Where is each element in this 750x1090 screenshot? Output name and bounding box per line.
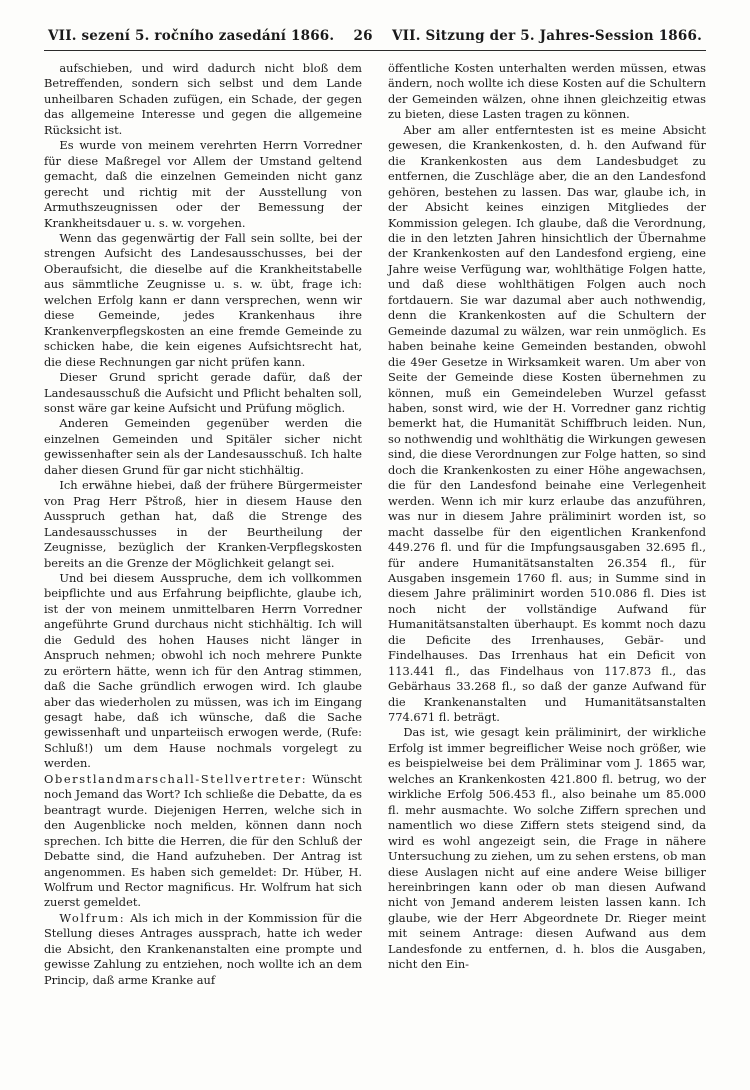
right-column (388, 61, 706, 1051)
paragraph: Anderen Gemeinden gegenüber werden die einzelnen Gemeinden und Spitäler sicher nicht gewissenhafter sein als der Landesausschuß. Ich halte daher diesen Grund für gar nicht stichhältig. (44, 416, 362, 477)
left-column (44, 61, 362, 1051)
paragraph: aufschieben, und wird dadurch nicht bloß dem Betreffenden, sondern sich selbst und dem Lande unheilbaren Schaden zufügen, ein Schade, der gegen das allgemeine Interesse und gegen die allgemeine Rücksicht ist. (44, 61, 362, 137)
speaker-name: Oberstlandmarschall-Stellvertreter: (44, 771, 308, 786)
page-number: 26 (353, 28, 373, 44)
page-header (44, 28, 706, 51)
paragraph: Das ist, wie gesagt kein präliminirt, der wirkliche Erfolg ist immer begreiflicher Weise noch größer, wie es beispielweise bei dem Präliminar vom J. 1865 war, welches an Krankenkosten 421.800 fl. betrug, wo der wirkliche Erfolg 506.453 fl., also beinahe um 85.000 fl. mehr ausmachte. Wo solche Ziffern sprechen und namentlich wo diese Ziffern stets steigend sind, da wird es wohl angezeigt sein, die Frage in nähere Untersuchung zu ziehen, um zu sehen erstens, ob man diese Auslagen nicht auf eine andere Weise billiger hereinbringen kann oder ob man diesen Aufwand nicht von Jemand anderem leisten lassen kann. Ich glaube, wie der Herr Abgeordnete Dr. Rieger meint mit seinem Antrage: diesen Aufwand aus dem Landesfonde zu entfernen, d. h. blos die Ausgaben, nicht den Ein- (388, 725, 706, 972)
two-column-body (44, 61, 706, 1051)
paragraph: Dieser Grund spricht gerade dafür, daß der Landesausschuß die Aufsicht und Pflicht behalten soll, sonst wäre gar keine Aufsicht und Prüfung möglich. (44, 370, 362, 415)
speaker-name: Wolfrum: (59, 910, 126, 925)
paragraph: Wenn das gegenwärtig der Fall sein sollte, bei der strengen Aufsicht des Landesausschusses, bei der Oberaufsicht, die dieselbe auf die Krankheitstabelle aus sämmtliche Zeugnisse u. s. w. übt, frage ich: welchen Erfolg kann er dann versprechen, wenn wir diese Gemeinde, jedes Krankenhaus ihre Krankenverpflegskosten an eine fremde Gemeinde zu schicken habe, die kein eigenes Aufsichtsrecht hat, die diese Rechnungen gar nicht prüfen kann. (44, 230, 362, 369)
speech-text: Als ich mich in der Kommission für die Stellung dieses Antrages aussprach, hatte ich weder die Absicht, den Krankenanstalten eine prompte und gewisse Zahlung zu entziehen, noch wollte ich an dem Princip, daß arme Kranke auf (44, 910, 362, 987)
header-title-german: VII. Sitzung der 5. Jahres-Session 1866. (391, 28, 702, 44)
header-title-czech: VII. sezení 5. ročního zasedání 1866. (48, 28, 335, 44)
speech-text: Wünscht noch Jemand das Wort? Ich schließe die Debatte, da es beantragt wurde. Diejenigen Herren, welche sich in den Augenblicke noch melden, können dann noch sprechen. Ich bitte die Herren, die für den Schluß der Debatte sind, die Hand aufzuheben. Der Antrag ist angenommen. Es haben sich gemeldet: Dr. Hüber, H. Wolfrum und Rector magnificus. Hr. Wolfrum hat sich zuerst gemeldet. (44, 771, 362, 910)
speech-block (44, 911, 362, 988)
speech-block (44, 772, 362, 911)
paragraph: Aber am aller entferntesten ist es meine Absicht gewesen, die Krankenkosten, d. h. den Aufwand für die Krankenkosten aus dem Landesbudget zu entfernen, die Zuschläge aber, die an den Landesfond gehören, bestehen zu lassen. Das war, glaube ich, in der Absicht keines einzigen Mitgliedes der Kommission gelegen. Ich glaube, daß die Verordnung, die in den letzten Jahren hinsichtlich der Übernahme der Krankenkosten auf den Landesfond ergieng, eine Jahre weise Verfügung war, wohlthätige Folgen hatte, und daß diese wohlthätigen Folgen auch noch fortdauern. Sie war dazumal aber auch nothwendig, denn die Krankenkosten auf die Schultern der Gemeinde dazumal zu wälzen, war rein unmöglich. Es haben beinahe keine Gemeinden bestanden, obwohl die 49er Gesetze in Wirksamkeit waren. Um aber von Seite der Gemeinde diese Kosten übernehmen zu können, muß ein Gemeindeleben Wurzel gefasst haben, sonst wird, wie der H. Vorredner ganz richtig bemerkt hat, die Humanität Schiffbruch leiden. Nun, so nothwendig und wohlthätig die Wirkungen gewesen sind, die diese Verordnungen zur Folge hatten, so sind doch die Krankenkosten zu einer Höhe angewachsen, die für den Landesfond beinahe eine Verlegenheit werden. Wenn ich mir kurz erlaube das anzuführen, was nur in diesem Jahre präliminirt worden ist, so macht dasselbe für den eigentlichen Krankenfond 449.276 fl. und für die Impfungsausgaben 32.695 fl., für andere Humanitätsanstalten 26.354 fl., für Ausgaben insgemein 1760 fl. aus; in Summe sind in diesem Jahre präliminirt worden 510.086 fl. Dies ist noch nicht der vollständige Aufwand für Humanitätsanstalten überhaupt. Es kommt noch dazu die Deficite des Irrenhauses, Gebär- und Findelhauses. Das Irrenhaus hat ein Deficit von 113.441 fl., das Findelhaus von 117.873 fl., das Gebärhaus 33.268 fl., so daß der ganze Aufwand für die Krankenanstalten und Humanitätsanstalten 774.671 fl. beträgt. (388, 122, 707, 725)
paragraph: Und bei diesem Ausspruche, dem ich vollkommen beipflichte und aus Erfahrung beipflichte, glaube ich, ist der von meinem unmittelbaren Herrn Vorredner angeführte Grund durchaus nicht stichhältig. Ich will die Geduld des hohen Hauses nicht länger in Anspruch nehmen; obwohl ich noch mehrere Punkte zu erörtern hätte, wenn ich für den Antrag stimmen, daß die Sache gründlich erwogen wird. Ich glaube aber das wiederholen zu müssen, was ich im Eingang gesagt habe, daß ich wünsche, daß die Sache gewissenhaft und unparteiisch erwogen werde, (Rufe: Schluß!) um dem Hause nochmals vorgelegt zu werden. (44, 570, 362, 771)
paragraph: Es wurde von meinem verehrten Herrn Vorredner für diese Maßregel vor Allem der Umstand geltend gemacht, daß die einzelnen Gemeinden nicht ganz gerecht und richtig mit der Ausstellung von Armuthszeugnissen oder der Bemessung der Krankheitsdauer u. s. w. vorgehen. (44, 138, 362, 230)
paragraph: öffentliche Kosten unterhalten werden müssen, etwas ändern, noch wollte ich diese Kosten auf die Schultern der Gemeinden wälzen, ohne ihnen gleichzeitig etwas zu bieten, diese Lasten tragen zu können. (388, 61, 706, 122)
paragraph: Ich erwähne hiebei, daß der frühere Bürgermeister von Prag Herr Pštroß, hier in diesem Hause den Ausspruch gethan hat, daß die Strenge des Landesausschusses in der Beurtheilung der Zeugnisse, bezüglich der Kranken-Verpflegskosten bereits an die Grenze der Möglichkeit gelangt sei. (44, 478, 362, 570)
